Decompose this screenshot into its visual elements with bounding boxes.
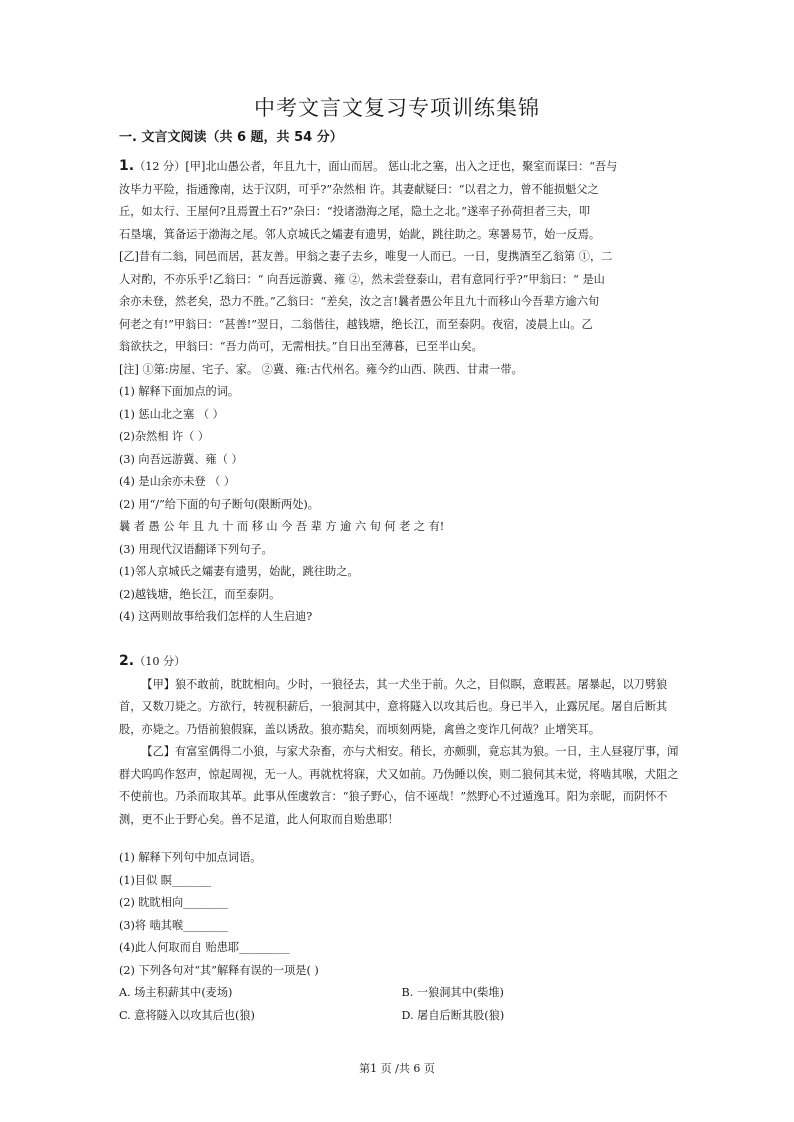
page-footer: 第1 页 /共 6 页 [359, 1062, 435, 1075]
section-heading: 一. 文言文阅读（共 6 题，共 54 分） [119, 130, 343, 145]
q1-passage-line-1: 1.（12 分）[甲]北山愚公者，年且九十，面山而居。 惩山北之塞，出入之迂也，聚室而谋曰：“吾与 [119, 158, 618, 174]
q2-subquestion: (1) 解释下列句中加点词语。 [119, 851, 262, 864]
q1-score: （12 分） [134, 160, 186, 173]
q1-subquestion: (1)邻人京城氏之孀妻有遗男，始龀，跳往助之。 [119, 565, 359, 578]
q2-subquestion: (2) 眈眈相向________ [119, 896, 228, 909]
q1-number: 1. [119, 158, 135, 174]
q1-subquestion: (3) 向吾远游冀、雍（ ） [119, 452, 243, 466]
q1-subquestion: (3) 用现代汉语翻译下列句子。 [119, 542, 273, 556]
q1-subquestion: 曩 者 愚 公 年 且 九 十 而 移 山 今 吾 辈 方 逾 六 旬 何 老 之 有! [119, 520, 445, 533]
q1-passage-line: 余亦未登，然老矣，恐力不胜。”乙翁曰：“差矣，汝之言!曩者愚公年且九十而移山今吾辈方逾六旬 [119, 295, 600, 308]
q1-subquestion: (1) 解释下面加点的词。 [119, 385, 240, 398]
q1-passage-line: 汝毕力平险，指通豫南，达于汉阴，可乎?”杂然相 许。其妻献疑曰：“以君之力，曾不能损魁父之 [119, 182, 599, 196]
q2-score: （10 分） [134, 655, 186, 668]
q1-passage-line: [乙]昔有二翁，同邑而居，甚友善。甲翁之妻子去乡，唯叟一人而已。一日，叟携酒至乙翁第 ①，二 [119, 250, 613, 263]
q2-passage-a: 【甲】狼不敢前，眈眈相向。少时，一狼径去，其一犬坐于前。久之，目似瞑，意暇甚。屠暴起，以刀劈狼首，又数刀毙之。方欲行，转视积薪后，一狼洞其中，意将隧入以攻其后也。身已半入，止露尻尾。屠自后断其股，亦毙之。乃悟前狼假寐，盖以诱敌。狼亦黠矣，而顷刻两毙，禽兽之变诈几何哉？止增笑耳。 [119, 677, 668, 736]
q1-passage-line: 何老之有!”甲翁曰：“甚善!”翌日，二翁偕往，越钱塘，绝长江，而至泰阴。夜宿，凌晨上山。乙 [119, 317, 593, 331]
q1-passage-line: 丘，如太行、王屋何?且焉置土石?”杂曰：“投诸渤海之尾，隐土之北。”遂率子孙荷担者三夫，叩 [119, 205, 591, 218]
q2-passage-b: 【乙】有富室偶得二小狼，与家犬杂畜，亦与犬相安。稍长，亦颇驯，竟忘其为狼。一日，主人昼寝厅事，闻群犬呜呜作怒声，惊起周视，无一人。再就枕将寐，犬又如前。乃伪睡以俟，则二狼伺其未觉，将啮其喉，犬阻之不使前也。乃杀而取其革。此事从侄虞敦言：“狼子野心，信不诬哉！”然野心不过遁逸耳。阳为亲昵，而阴怀不测，更不止于野心矣。兽不足道，此人何取而自贻患耶！ [119, 745, 679, 826]
page-title: 中考文言文复习专项训练集锦 [254, 96, 540, 120]
q2-subquestion: (4)此人何取而自 贻患耶_________ [119, 941, 290, 954]
q1-note: [注] ①第:房屋、宅子、家。 ②冀、雍:古代州名。雍今约山西、陕西、甘肃一带。 [119, 362, 523, 376]
q1-passage-line: 翁欲扶之，甲翁曰：“吾力尚可，无需相扶。”自日出至薄暮，已至半山矣。 [119, 340, 483, 353]
q2-options [119, 982, 684, 1027]
q1-subquestion: (2) 用“/”给下面的句子断句(限断两处)。 [119, 497, 319, 511]
q2-subquestion: (3)将 啮其喉________ [119, 918, 228, 932]
q1-passage-line: 人对酌，不亦乐乎!乙翁曰：“ 向吾远游冀、雍 ②，然未尝登泰山，君有意同行乎?”甲翁曰：“ 是山 [119, 272, 605, 286]
q1-subquestion: (1) 惩山北之塞 （ ） [119, 407, 224, 421]
q1-subquestion: (2)杂然相 许（ ） [119, 430, 210, 443]
spacer [119, 831, 684, 847]
option-b: B. 一狼洞其中(柴堆) [401, 986, 504, 999]
q2-subquestion: (2) 下列各句对“其”解释有误的一项是( ) [119, 963, 319, 977]
q1-passage-line: 石垦壤，箕备运于渤海之尾。邻人京城氏之孀妻有遗男，始龀，跳往助之。寒暑易节，始一反焉。 [119, 227, 601, 241]
q1-subquestion: (2)越钱塘，绝长江，而至泰阴。 [119, 587, 281, 601]
q2-number: 2. [119, 653, 135, 669]
option-d: D. 屠自后断其股(狼) [401, 1008, 505, 1022]
q1-subquestion: (4) 这两则故事给我们怎样的人生启迪? [119, 610, 313, 623]
q2-subquestion: (1)目似 瞑_______ [119, 873, 212, 887]
question-1 [119, 155, 684, 629]
q2-header [119, 650, 684, 674]
option-c: C. 意将隧入以攻其后也(狼) [119, 1008, 255, 1022]
question-2 [119, 650, 684, 1027]
option-a: A. 场主积薪其中(麦场) [119, 986, 233, 999]
q1-subquestion: (4) 是山余亦未登 （ ） [119, 475, 236, 488]
